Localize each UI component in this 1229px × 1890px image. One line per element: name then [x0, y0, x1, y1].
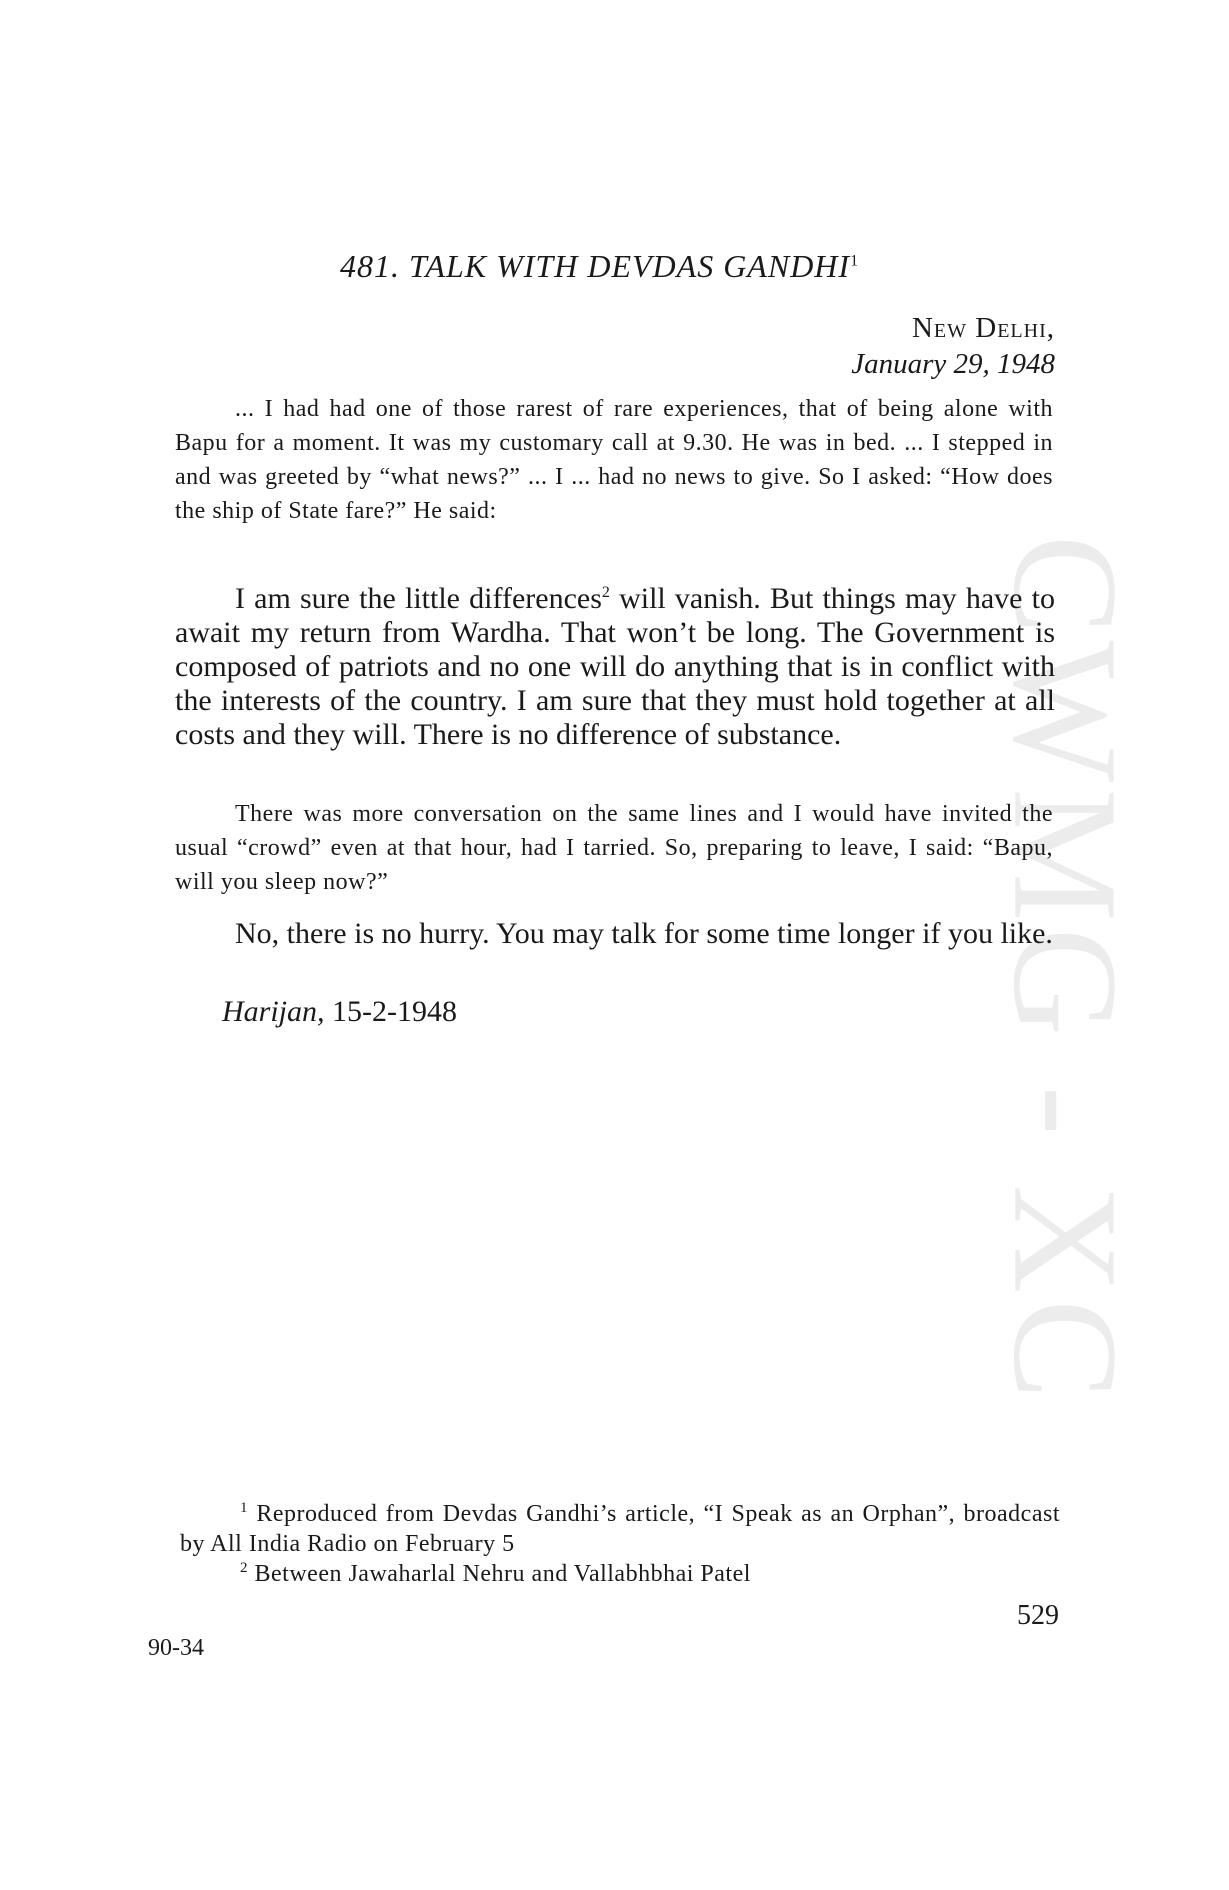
quote1-text-start: I am sure the little differences	[235, 582, 602, 615]
middle-paragraph: There was more conversation on the same lines and I would have invited the usual “crowd” even at that hour, had I tarried. So, preparing to leave, I said: “Bapu, will you sleep now?”	[175, 801, 1053, 895]
dateline-place: New Delhi,	[911, 312, 1055, 344]
volume-code: 90-34	[148, 1635, 204, 1661]
footnote-2	[180, 1553, 1060, 1589]
footnote-1-ref: 1	[240, 1500, 248, 1516]
source-publication: Harijan,	[222, 995, 325, 1028]
heading-footnote-ref: 1	[850, 252, 860, 270]
source-citation	[222, 995, 457, 1029]
watermark: CWMG - XC	[982, 534, 1148, 1406]
page-title	[340, 248, 859, 285]
quote1-text-end: will vanish. But things may have to await my return from Wardha. That won’t be long. The Government is composed of patriots and no one will do anything that is in conflict with the interests of the country. I am sure that they must hold together at all costs and they will. There is no difference of substance.	[175, 582, 1055, 751]
source-date: 15-2-1948	[332, 995, 457, 1028]
heading-title: TALK WITH DEVDAS GANDHI	[409, 248, 851, 284]
page-number: 529	[1017, 1600, 1059, 1631]
footnote-2-ref: 2	[240, 1560, 248, 1576]
quote-paragraph-1	[175, 576, 1055, 752]
heading-number: 481.	[340, 248, 400, 284]
footnote-1	[180, 1493, 1060, 1559]
footnote-1-text: Reproduced from Devdas Gandhi’s article, “I Speak as an Orphan”, broadcast by All India Radio on February 5	[180, 1501, 1060, 1557]
intro-paragraph: ... I had had one of those rarest of rare experiences, that of being alone with Bapu for a moment. It was my customary call at 9.30. He was in bed. ... I stepped in and was greeted by “what news?” ... I ... had no news to give. So I asked: “How does the ship of State fare?” He said:	[175, 396, 1053, 524]
quote-paragraph-2: No, there is no hurry. You may talk for some time longer if you like.	[235, 917, 1053, 950]
dateline-date: January 29, 1948	[851, 348, 1055, 380]
quote1-footnote-ref: 2	[601, 584, 610, 601]
footnote-2-text: Between Jawaharlal Nehru and Vallabhbhai Patel	[254, 1561, 751, 1587]
